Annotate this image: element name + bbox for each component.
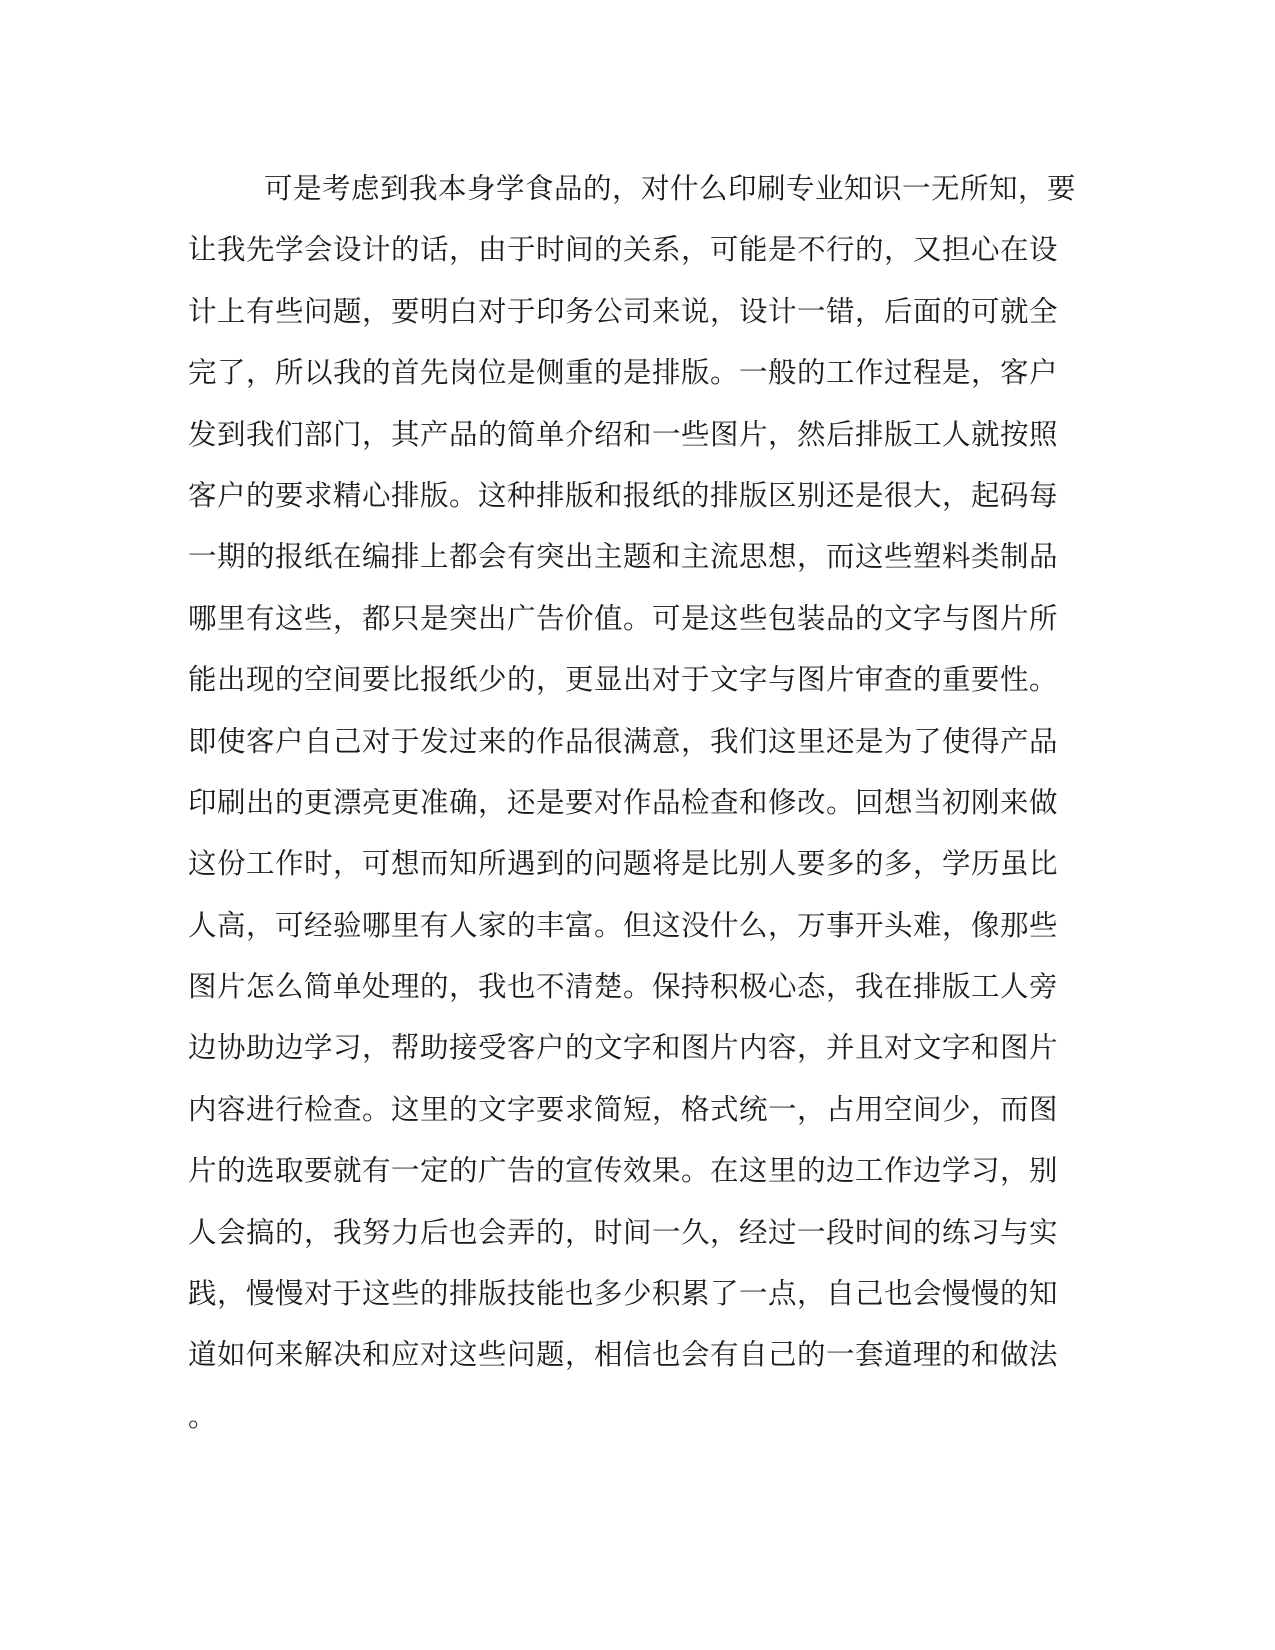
paragraph-line: 这份工作时，可想而知所遇到的问题将是比别人要多的多，学历虽比 <box>188 847 1059 881</box>
body-paragraph <box>188 158 1077 1447</box>
paragraph-line: 客户的要求精心排版。这种排版和报纸的排版区别还是很大，起码每 <box>188 478 1059 512</box>
paragraph-line: 计上有些问题，要明白对于印务公司来说，设计一错，后面的可就全 <box>188 294 1059 328</box>
paragraph-line: 践，慢慢对于这些的排版技能也多少积累了一点，自己也会慢慢的知 <box>188 1277 1059 1311</box>
paragraph-line: 边协助边学习，帮助接受客户的文字和图片内容，并且对文字和图片 <box>188 1031 1059 1065</box>
paragraph-line: 完了，所以我的首先岗位是侧重的是排版。一般的工作过程是，客户 <box>188 356 1059 390</box>
paragraph-line: 内容进行检查。这里的文字要求简短，格式统一，占用空间少，而图 <box>188 1092 1059 1126</box>
paragraph-line: 可是考虑到我本身学食品的，对什么印刷专业知识一无所知，要 <box>264 172 1077 205</box>
paragraph-line: 人会搞的，我努力后也会弄的，时间一久，经过一段时间的练习与实 <box>188 1215 1059 1249</box>
paragraph-line: 即使客户自己对于发过来的作品很满意，我们这里还是为了使得产品 <box>188 724 1059 758</box>
paragraph-line: 哪里有这些，都只是突出广告价值。可是这些包装品的文字与图片所 <box>188 601 1059 635</box>
paragraph-line: 发到我们部门，其产品的简单介绍和一些图片，然后排版工人就按照 <box>188 417 1059 451</box>
paragraph-line: 。 <box>188 1399 218 1433</box>
paragraph-line: 一期的报纸在编排上都会有突出主题和主流思想，而这些塑料类制品 <box>188 540 1059 574</box>
paragraph-line: 印刷出的更漂亮更准确，还是要对作品检查和修改。回想当初刚来做 <box>188 785 1059 819</box>
paragraph-line: 能出现的空间要比报纸少的，更显出对于文字与图片审查的重要性。 <box>188 663 1059 697</box>
paragraph-line: 人高，可经验哪里有人家的丰富。但这没什么，万事开头难，像那些 <box>188 908 1059 942</box>
paragraph-line: 道如何来解决和应对这些问题，相信也会有自己的一套道理的和做法 <box>188 1338 1059 1372</box>
paragraph-line: 让我先学会设计的话，由于时间的关系，可能是不行的，又担心在设 <box>188 233 1059 267</box>
paragraph-line: 图片怎么简单处理的，我也不清楚。保持积极心态，我在排版工人旁 <box>188 970 1059 1004</box>
paragraph-line: 片的选取要就有一定的广告的宣传效果。在这里的边工作边学习，别 <box>188 1154 1059 1188</box>
